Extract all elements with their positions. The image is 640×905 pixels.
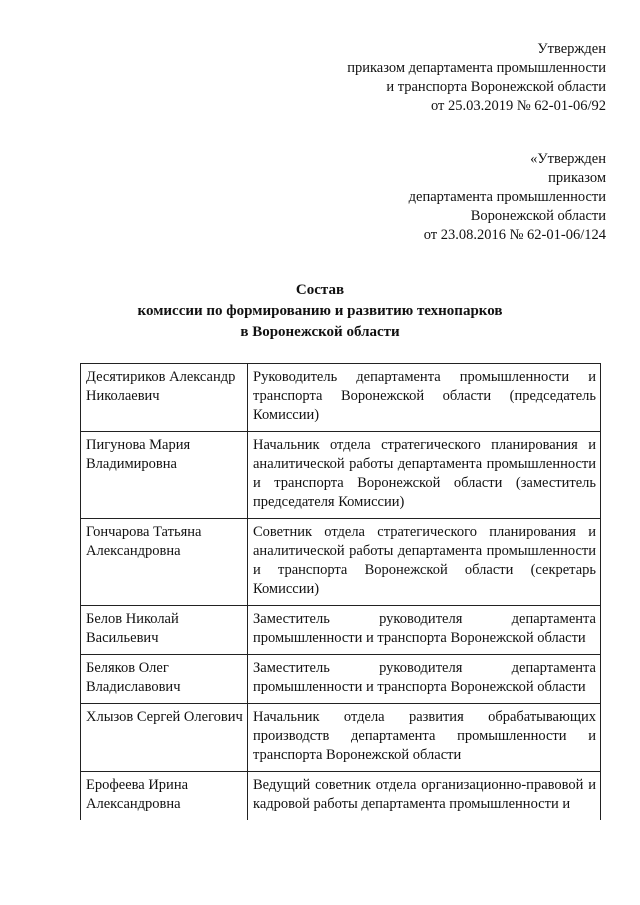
member-role: Начальник отдела развития обрабатывающих производств департамента промышленности и транспорта Воронежской области: [248, 704, 601, 772]
approval-line: и транспорта Воронежской области: [386, 79, 606, 95]
member-name: Десятириков Александр Николаевич: [81, 364, 248, 432]
heading-subtitle: комиссии по формированию и развитию технопарков: [137, 303, 503, 319]
member-name: Белов Николай Васильевич: [81, 606, 248, 655]
heading-title: Состав: [295, 282, 345, 298]
member-name: Гончарова Татьяна Александровна: [81, 519, 248, 606]
table-row: [81, 655, 601, 704]
approval-date-number: от 23.08.2016 № 62-01-06/124: [423, 227, 606, 243]
member-name: Беляков Олег Владиславович: [81, 655, 248, 704]
commission-members-table: [80, 363, 601, 820]
table-row: [81, 432, 601, 519]
member-role: Заместитель руководителя департамента промышленности и транспорта Воронежской области: [248, 606, 601, 655]
approval-line: приказом департамента промышленности: [347, 60, 606, 76]
approval-date-number: от 25.03.2019 № 62-01-06/92: [430, 98, 606, 114]
member-role: Советник отдела стратегического планирования и аналитической работы департамента промышленности и транспорта Воронежской области (секретарь Комиссии): [248, 519, 601, 606]
heading-subtitle-region: в Воронежской области: [240, 324, 400, 340]
approval-line: «Утвержден: [530, 151, 606, 167]
table-row: [81, 772, 601, 821]
member-role: Заместитель руководителя департамента промышленности и транспорта Воронежской области: [248, 655, 601, 704]
table-row: [81, 519, 601, 606]
table-row: [81, 364, 601, 432]
approval-stamp-current: [347, 40, 606, 116]
member-name: Хлызов Сергей Олегович: [81, 704, 248, 772]
approval-line: Утвержден: [537, 41, 606, 57]
document-heading: [0, 280, 640, 343]
approval-stamp-original: [409, 150, 606, 245]
member-role: Ведущий советник отдела организационно-правовой и кадровой работы департамента промышленности и: [248, 772, 601, 821]
table-row: [81, 704, 601, 772]
member-name: Пигунова Мария Владимировна: [81, 432, 248, 519]
approval-line: департамента промышленности: [408, 189, 606, 205]
member-role: Начальник отдела стратегического планирования и аналитической работы департамента промышленности и транспорта Воронежской области (заместитель председателя Комиссии): [248, 432, 601, 519]
member-name: Ерофеева Ирина Александровна: [81, 772, 248, 821]
approval-line: Воронежской области: [470, 208, 606, 224]
member-role: Руководитель департамента промышленности и транспорта Воронежской области (председатель Комиссии): [248, 364, 601, 432]
approval-line: приказом: [548, 170, 606, 186]
table-row: [81, 606, 601, 655]
